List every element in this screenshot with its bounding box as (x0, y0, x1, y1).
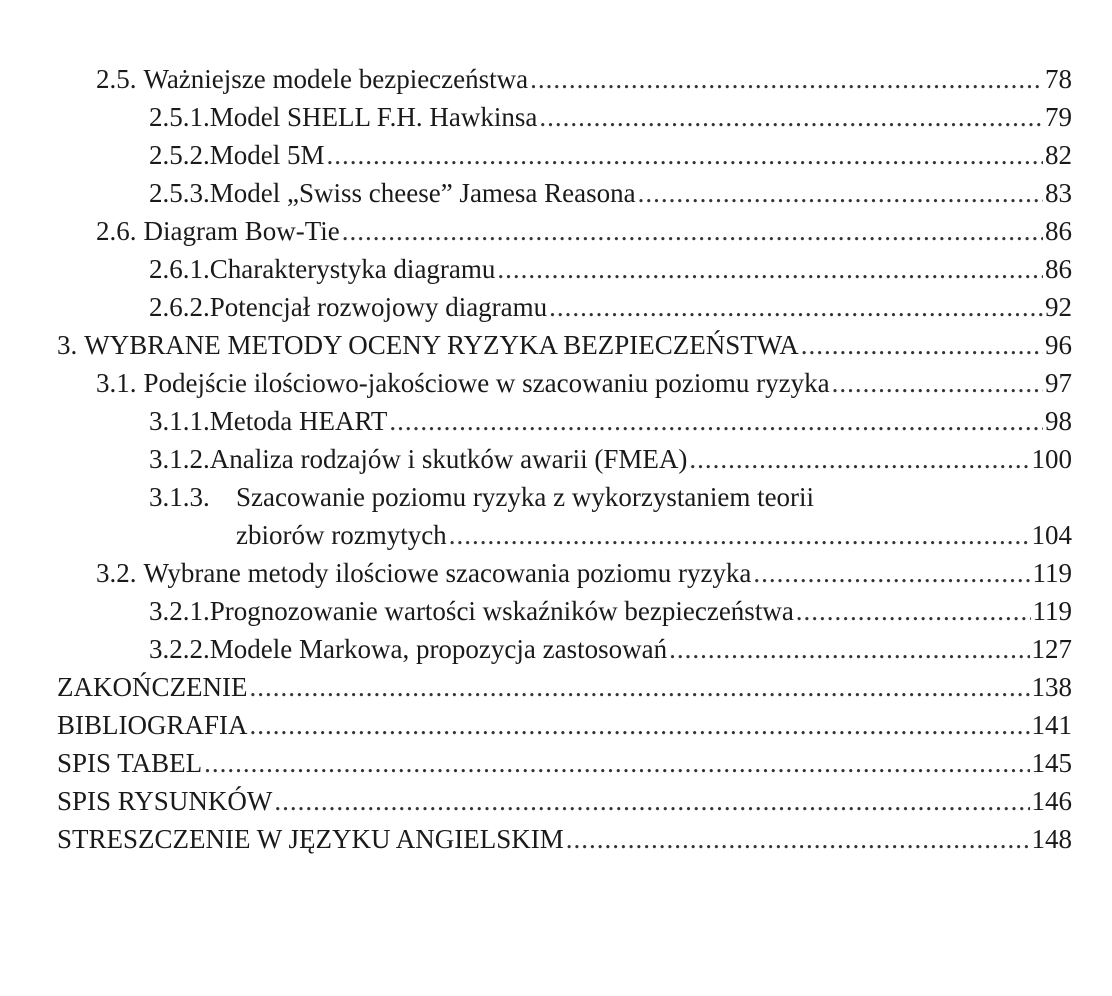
dot-leader (539, 98, 1043, 136)
toc-entry[interactable] (0, 744, 1112, 782)
entry-title: SPIS RYSUNKÓW (57, 786, 273, 816)
entry-number: 2.5. (96, 64, 137, 94)
entry-title: Metoda HEART (209, 406, 388, 436)
entry-page: 96 (1045, 330, 1072, 360)
entry-number: 3. (57, 330, 78, 360)
entry-title: Model SHELL F.H. Hawkinsa (209, 102, 538, 132)
entry-page: 78 (1045, 64, 1072, 94)
entry-page: 92 (1045, 292, 1072, 322)
dot-leader (689, 440, 1029, 478)
entry-page: 127 (1031, 634, 1072, 664)
entry-number: 3.2.1. (149, 596, 210, 626)
entry-number: 3.1.1. (149, 406, 210, 436)
toc-entry[interactable] (0, 820, 1112, 858)
dot-leader (249, 668, 1029, 706)
entry-title: ZAKOŃCZENIE (57, 672, 248, 702)
toc-entry[interactable] (0, 288, 1112, 326)
dot-leader (342, 212, 1043, 250)
toc-entry[interactable] (0, 60, 1112, 98)
dot-leader (832, 364, 1043, 402)
entry-number: 2.5.2. (149, 140, 210, 170)
dot-leader (389, 402, 1043, 440)
toc-entry[interactable] (0, 402, 1112, 440)
toc-entry[interactable] (0, 630, 1112, 668)
entry-title: Model „Swiss cheese” Jamesa Reasona (209, 178, 636, 208)
entry-page: 148 (1031, 824, 1072, 854)
toc-entry[interactable] (0, 440, 1112, 478)
toc-entry-continuation[interactable] (0, 516, 1112, 554)
entry-page: 100 (1031, 444, 1072, 474)
entry-title: WYBRANE METODY OCENY RYZYKA BEZPIECZEŃSTWA (84, 330, 799, 360)
entry-page: 146 (1031, 786, 1072, 816)
entry-number: 2.5.3. (149, 178, 210, 208)
entry-page: 138 (1031, 672, 1072, 702)
entry-number: 2.5.1. (149, 102, 210, 132)
toc-entry[interactable] (0, 98, 1112, 136)
dot-leader (638, 174, 1043, 212)
entry-number: 3.1.3. (149, 482, 210, 512)
entry-number: 3.2. (96, 558, 137, 588)
dot-leader (497, 250, 1043, 288)
entry-title: Ważniejsze modele bezpieczeństwa (143, 64, 529, 94)
entry-number: 3.1. (96, 368, 137, 398)
entry-page: 83 (1045, 178, 1072, 208)
entry-title: Wybrane metody ilościowe szacowania poziomu ryzyka (143, 558, 752, 588)
dot-leader (250, 706, 1030, 744)
entry-title: Analiza rodzajów i skutków awarii (FMEA) (209, 444, 688, 474)
dot-leader (327, 136, 1044, 174)
entry-number: 3.1.2. (149, 444, 210, 474)
entry-title: Diagram Bow-Tie (143, 216, 340, 246)
entry-page: 145 (1031, 748, 1072, 778)
toc-entry[interactable] (0, 212, 1112, 250)
toc-entry[interactable] (0, 250, 1112, 288)
entry-title: Szacowanie poziomu ryzyka z wykorzystaniem teorii (236, 482, 815, 512)
dot-leader (801, 326, 1043, 364)
entry-title: Charakterystyka diagramu (209, 254, 496, 284)
dot-leader (530, 60, 1043, 98)
toc-entry[interactable] (0, 668, 1112, 706)
dot-leader (566, 820, 1030, 858)
entry-page: 79 (1045, 102, 1072, 132)
entry-title: STRESZCZENIE W JĘZYKU ANGIELSKIM (57, 824, 564, 854)
entry-title: Modele Markowa, propozycja zastosowań (209, 634, 668, 664)
toc-entry[interactable] (0, 478, 1112, 516)
dot-leader (274, 782, 1029, 820)
entry-page: 86 (1045, 254, 1072, 284)
toc-entry[interactable] (0, 174, 1112, 212)
entry-title: Prognozowanie wartości wskaźników bezpieczeństwa (209, 596, 794, 626)
entry-page: 97 (1045, 368, 1072, 398)
entry-page: 82 (1045, 140, 1072, 170)
dot-leader (796, 592, 1031, 630)
toc-entry[interactable] (0, 136, 1112, 174)
entry-title: BIBLIOGRAFIA (57, 710, 248, 740)
entry-title: Potencjał rozwojowy diagramu (209, 292, 548, 322)
entry-page: 119 (1032, 596, 1072, 626)
dot-leader (549, 288, 1043, 326)
toc-entry[interactable] (0, 592, 1112, 630)
entry-page: 104 (1031, 520, 1072, 550)
entry-number: 2.6. (96, 216, 137, 246)
entry-title-continuation: zbiorów rozmytych (236, 520, 447, 550)
entry-title: Model 5M (209, 140, 325, 170)
entry-page: 98 (1045, 406, 1072, 436)
dot-leader (669, 630, 1029, 668)
toc-entry[interactable] (0, 706, 1112, 744)
dot-leader (449, 516, 1030, 554)
entry-number: 2.6.1. (149, 254, 210, 284)
entry-number: 2.6.2. (149, 292, 210, 322)
dot-leader (204, 744, 1029, 782)
toc-entry[interactable] (0, 554, 1112, 592)
entry-number: 3.2.2. (149, 634, 210, 664)
toc-entry[interactable] (0, 364, 1112, 402)
entry-page: 119 (1032, 558, 1072, 588)
entry-page: 86 (1045, 216, 1072, 246)
entry-page: 141 (1031, 710, 1072, 740)
entry-title: SPIS TABEL (57, 748, 203, 778)
entry-title: Podejście ilościowo-jakościowe w szacowaniu poziomu ryzyka (143, 368, 830, 398)
dot-leader (753, 554, 1030, 592)
toc-entry[interactable] (0, 782, 1112, 820)
toc-entry[interactable] (0, 326, 1112, 364)
